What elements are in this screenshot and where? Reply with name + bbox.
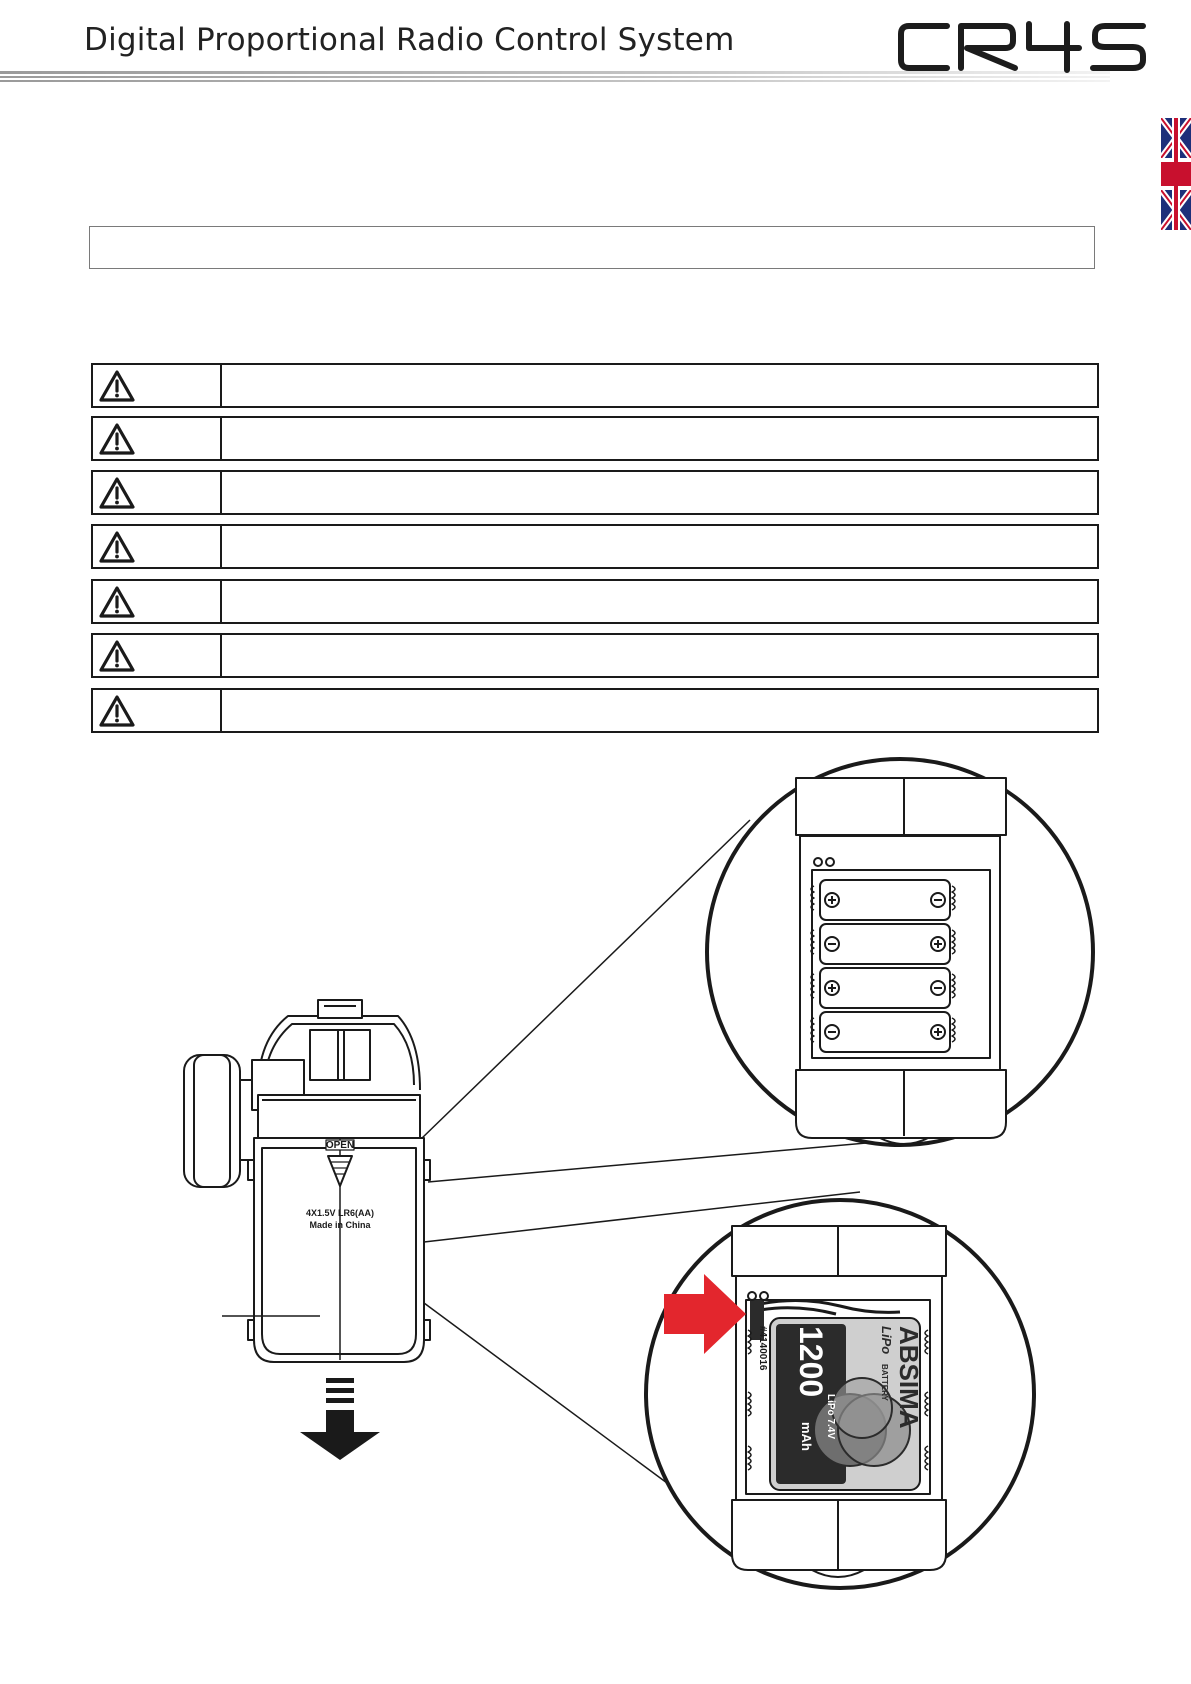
lipo-capacity: 1200 — [793, 1326, 829, 1398]
aa-cell — [811, 968, 955, 1008]
logo-text: CR4S — [895, 18, 898, 19]
lipo-chemistry: LiPo — [879, 1326, 894, 1355]
battery-spec-label: 4X1.5V LR6(AA) — [305, 1208, 375, 1218]
open-label: OPEN — [325, 1140, 355, 1151]
transmitter-body — [184, 1000, 430, 1460]
lipo-brand: ABSIMA — [894, 1326, 924, 1429]
aa-battery-magnifier — [707, 759, 1093, 1145]
lipo-battery-word: BATTERY — [880, 1364, 889, 1401]
lipo-part-no: #4140016 — [757, 1326, 768, 1371]
lipo-battery-magnifier — [646, 1200, 1034, 1588]
origin-label: Made in China — [309, 1220, 371, 1230]
page-header-title: Digital Proportional Radio Control System — [84, 22, 735, 58]
aa-cell — [811, 880, 955, 920]
lipo-voltage: LiPo 7.4V — [825, 1394, 836, 1440]
lipo-capacity-unit: mAh — [799, 1422, 814, 1451]
aa-cell — [811, 1012, 955, 1052]
aa-cell — [811, 924, 955, 964]
